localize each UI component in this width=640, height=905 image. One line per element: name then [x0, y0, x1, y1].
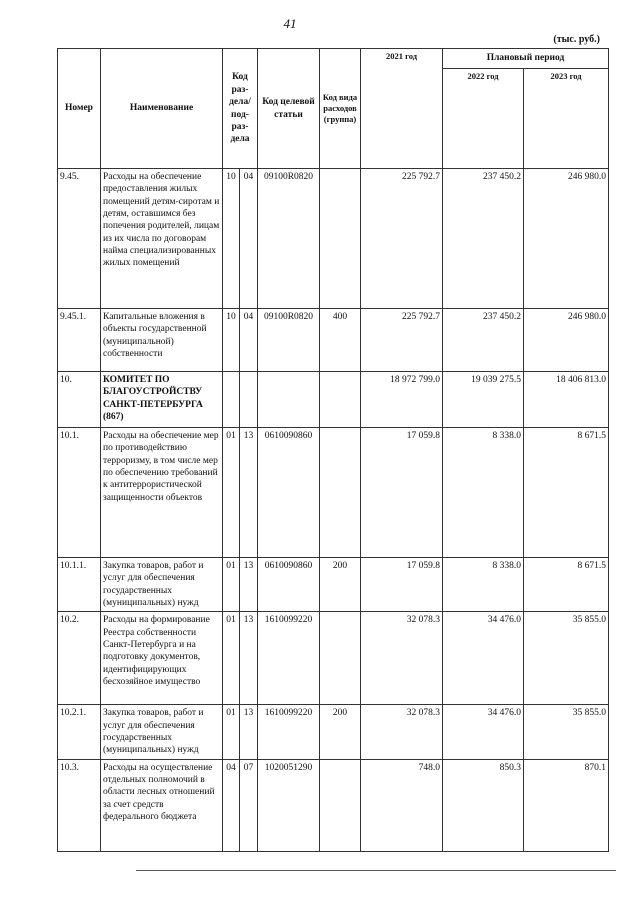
row-name: Закупка товаров, работ и услуг для обеспечения государственных (муниципальных) нужд: [101, 705, 223, 759]
row-name: Капитальные вложения в объекты государственной (муниципальной) собственности: [101, 309, 223, 372]
header-2021: 2021 год: [361, 49, 443, 169]
row-expense-code: 200: [320, 558, 361, 612]
row-subsection: 13: [240, 612, 258, 705]
row-value-2021: 225 792.7: [361, 169, 443, 309]
row-name: КОМИТЕТ ПО БЛАГОУСТРОЙСТВУ САНКТ-ПЕТЕРБУРГА (867): [101, 372, 223, 428]
row-section: 10: [223, 309, 240, 372]
row-value-2023: 35 855.0: [524, 705, 609, 759]
row-name: Расходы на осуществление отдельных полномочий в области лесных отношений за счет средств федерального бюджета: [101, 759, 223, 851]
row-number: 9.45.: [58, 169, 101, 309]
row-name: Расходы на обеспечение предоставления жилых помещений детям-сиротам и детям, оставшимся без попечения родителей, лицам из их числа по договорам найма специализированных жилых помещений: [101, 169, 223, 309]
row-name: Расходы на обеспечение мер по противодействию терроризму, в том числе мер по обеспечению требований к антитеррористической защищенности объектов: [101, 428, 223, 558]
row-section: 01: [223, 705, 240, 759]
row-name: Закупка товаров, работ и услуг для обеспечения государственных (муниципальных) нужд: [101, 558, 223, 612]
bottom-rule: [136, 870, 616, 871]
row-value-2023: 246 980.0: [524, 309, 609, 372]
table-row: [58, 612, 609, 705]
row-section: 01: [223, 612, 240, 705]
row-number: 9.45.1.: [58, 309, 101, 372]
header-plan: Плановый период: [443, 49, 609, 69]
header-2022: 2022 год: [443, 69, 524, 169]
row-value-2021: 748.0: [361, 759, 443, 851]
header-section: Код раз-дела/ под-раз-дела: [223, 49, 258, 169]
row-target-code: [258, 372, 320, 428]
row-section: 01: [223, 558, 240, 612]
row-subsection: 13: [240, 558, 258, 612]
row-number: 10.: [58, 372, 101, 428]
header-name: Наименование: [101, 49, 223, 169]
row-value-2022: 237 450.2: [443, 169, 524, 309]
row-value-2022: 237 450.2: [443, 309, 524, 372]
row-number: 10.2.: [58, 612, 101, 705]
row-value-2022: 34 476.0: [443, 612, 524, 705]
header-number: Номер: [58, 49, 101, 169]
header-target: Код целевой статьи: [258, 49, 320, 169]
row-number: 10.1.1.: [58, 558, 101, 612]
units-label: (тыс. руб.): [553, 34, 600, 45]
table-row: [58, 309, 609, 372]
row-section: 10: [223, 169, 240, 309]
row-value-2023: 246 980.0: [524, 169, 609, 309]
row-subsection: 04: [240, 309, 258, 372]
budget-table: [57, 48, 609, 852]
row-subsection: [240, 372, 258, 428]
row-subsection: 13: [240, 428, 258, 558]
row-expense-code: [320, 759, 361, 851]
table-row: [58, 759, 609, 851]
row-expense-code: [320, 428, 361, 558]
row-value-2022: 19 039 275.5: [443, 372, 524, 428]
row-number: 10.1.: [58, 428, 101, 558]
row-value-2023: 8 671.5: [524, 428, 609, 558]
header-2023: 2023 год: [524, 69, 609, 169]
row-value-2022: 850.3: [443, 759, 524, 851]
row-value-2021: 17 059.8: [361, 428, 443, 558]
row-value-2022: 34 476.0: [443, 705, 524, 759]
row-value-2022: 8 338.0: [443, 428, 524, 558]
row-value-2023: 35 855.0: [524, 612, 609, 705]
row-number: 10.2.1.: [58, 705, 101, 759]
row-value-2021: 32 078.3: [361, 705, 443, 759]
row-expense-code: [320, 612, 361, 705]
row-number: 10.3.: [58, 759, 101, 851]
row-value-2021: 32 078.3: [361, 612, 443, 705]
row-value-2021: 17 059.8: [361, 558, 443, 612]
table-row: [58, 558, 609, 612]
row-subsection: 07: [240, 759, 258, 851]
table-row: [58, 169, 609, 309]
row-target-code: 1610099220: [258, 705, 320, 759]
row-value-2023: 8 671.5: [524, 558, 609, 612]
row-value-2023: 870.1: [524, 759, 609, 851]
row-target-code: 09100R0820: [258, 169, 320, 309]
row-target-code: 1020051290: [258, 759, 320, 851]
row-name: Расходы на формирование Реестра собственности Санкт-Петербурга и на подготовку документов, идентифицирующих бесхозяйное имущество: [101, 612, 223, 705]
row-section: 04: [223, 759, 240, 851]
row-subsection: 04: [240, 169, 258, 309]
row-section: [223, 372, 240, 428]
row-value-2021: 225 792.7: [361, 309, 443, 372]
header-expense: Код вида расходов (группа): [320, 49, 361, 169]
table-row: [58, 428, 609, 558]
row-value-2022: 8 338.0: [443, 558, 524, 612]
row-expense-code: 400: [320, 309, 361, 372]
row-target-code: 1610099220: [258, 612, 320, 705]
row-value-2023: 18 406 813.0: [524, 372, 609, 428]
row-value-2021: 18 972 799.0: [361, 372, 443, 428]
row-expense-code: 200: [320, 705, 361, 759]
page-number: 41: [283, 16, 297, 31]
row-target-code: 0610090860: [258, 428, 320, 558]
row-subsection: 13: [240, 705, 258, 759]
row-expense-code: [320, 372, 361, 428]
row-target-code: 09100R0820: [258, 309, 320, 372]
row-target-code: 0610090860: [258, 558, 320, 612]
row-section: 01: [223, 428, 240, 558]
table-row: [58, 705, 609, 759]
row-expense-code: [320, 169, 361, 309]
table-row: [58, 372, 609, 428]
